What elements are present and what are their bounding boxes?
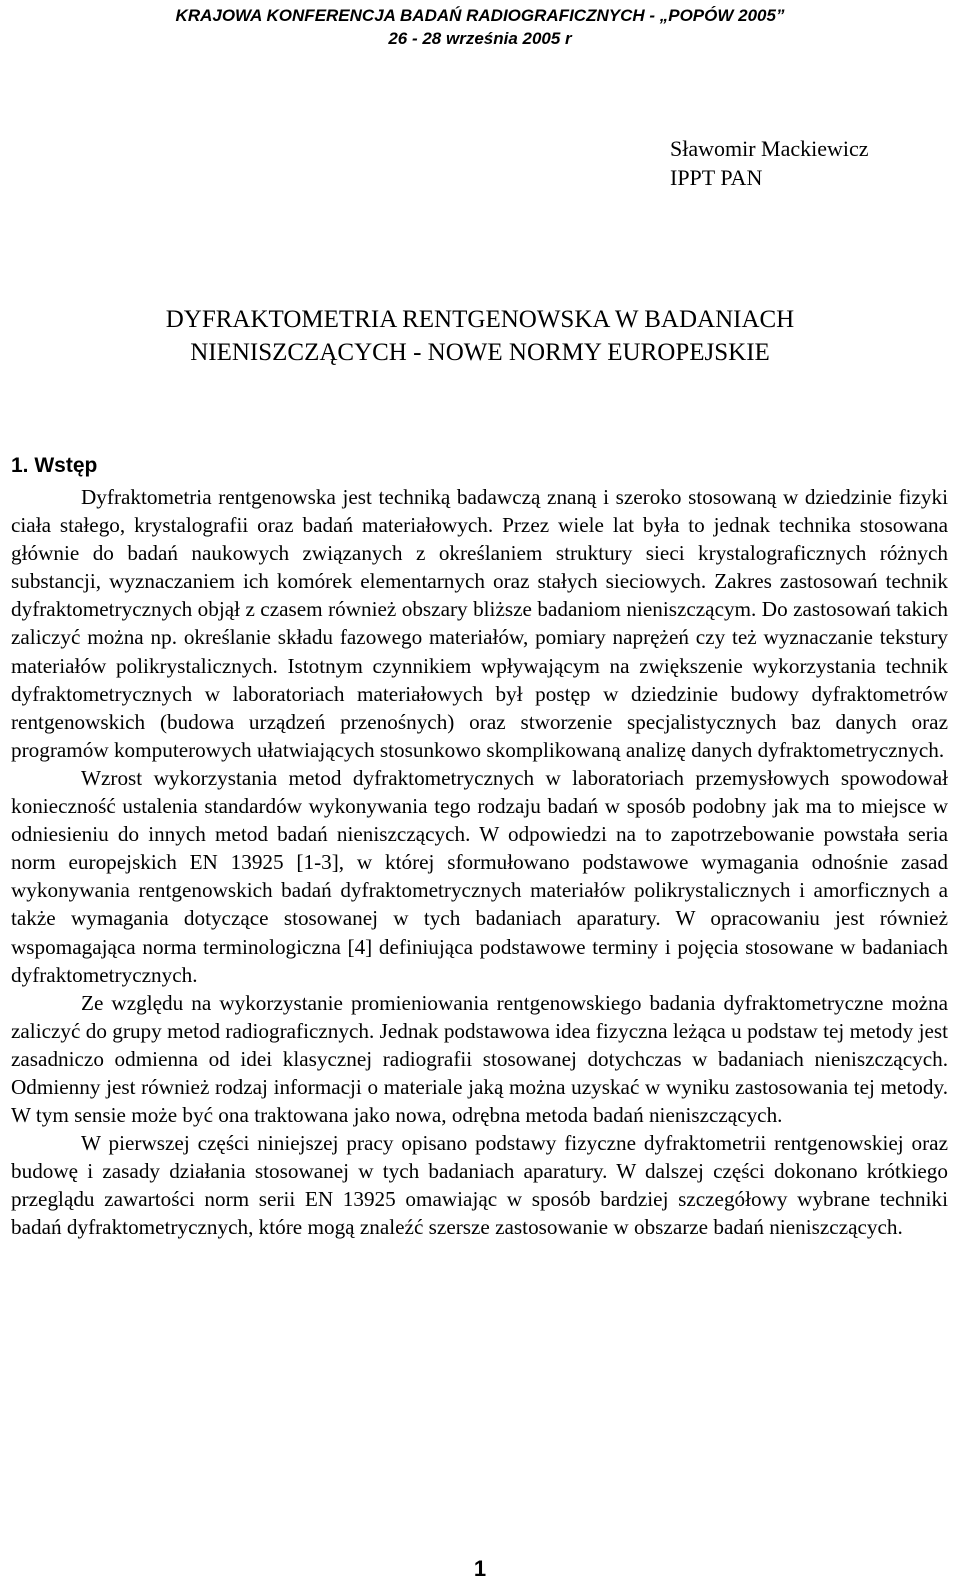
paper-title-line-2: NIENISZCZĄCYCH - NOWE NORMY EUROPEJSKIE (190, 339, 770, 366)
paper-title-line-1: DYFRAKTOMETRIA RENTGENOWSKA W BADANIACH (165, 306, 795, 333)
conference-dates: 26 - 28 września 2005 r (388, 29, 572, 48)
paper-title (0, 303, 960, 369)
section-heading: 1. Wstęp (11, 454, 98, 477)
body-text (11, 483, 948, 1242)
author-name: Sławomir Mackiewicz (670, 136, 869, 161)
conference-header (0, 4, 960, 50)
paragraph: Dyfraktometria rentgenowska jest techniką badawczą znaną i szeroko stosowaną w dziedzinie fizyki ciała stałego, krystalografii oraz badań materiałowych. Przez wiele lat była to jednak technika stosowana głównie do badań naukowych związanych z określaniem struktury sieci krystalograficznych różnych substancji, wyznaczaniem ich komórek elementarnych oraz stałych sieciowych. Zakres zastosowań technik dyfraktometrycznych objął z czasem również obszary bliższe badaniom nieniszczącym. Do zastosowań takich zaliczyć można np. określanie składu fazowego materiałów, pomiary naprężeń czy też wyznaczanie tekstury materiałów polikrystalicznych. Istotnym czynnikiem wpływającym na zwiększenie wykorzystania technik dyfraktometrycznych w laboratoriach materiałowych był postęp w dziedzinie budowy dyfraktometrów rentgenowskich (budowa urządzeń przenośnych) oraz stworzenie specjalistycznych baz danych oraz programów komputerowych ułatwiających stosunkowo skomplikowaną analizę danych dyfraktometrycznych. (11, 485, 948, 762)
paragraph: W pierwszej części niniejszej pracy opisano podstawy fizyczne dyfraktometrii rentgenowskiej oraz budowę i zasady działania stosowanej w tych badaniach aparatury. W dalszej części dokonano krótkiego przeglądu zawartości norm serii EN 13925 omawiając w sposób bardziej szczegółowy wybrane techniki badań dyfraktometrycznych, które mogą znaleźć szersze zastosowanie w obszarze badań nieniszczących. (11, 1131, 948, 1240)
conference-name: KRAJOWA KONFERENCJA BADAŃ RADIOGRAFICZNYCH - „POPÓW 2005” (175, 6, 785, 25)
author-affiliation: IPPT PAN (670, 165, 763, 190)
paragraph: Wzrost wykorzystania metod dyfraktometrycznych w laboratoriach przemysłowych spowodował konieczność ustalenia standardów wykonywania tego rodzaju badań w sposób podobny jak ma to miejsce w odniesieniu do innych metod badań nieniszczących. W odpowiedzi na to zapotrzebowanie powstała seria norm europejskich EN 13925 [1-3], w której sformułowano podstawowe wymagania odnośnie zasad wykonywania rentgenowskich badań dyfraktometrycznych materiałów polikrystalicznych i amorficznych a także wymagania dotyczące stosowanej w tych badaniach aparatury. W opracowaniu jest również wspomagająca norma terminologiczna [4] definiująca podstawowe terminy i pojęcia stosowane w badaniach dyfraktometrycznych. (11, 765, 948, 987)
author-block (670, 134, 869, 192)
page-number: 1 (473, 1556, 487, 1581)
paragraph: Ze względu na wykorzystanie promieniowania rentgenowskiego badania dyfraktometryczne można zaliczyć do grupy metod radiograficznych. Jednak podstawowa idea fizyczna leżąca u podstaw tej metody jest zasadniczo odmienna od idei klasycznej radiografii stosowanej dotychczas w badaniach nieniszczących. Odmienny jest również rodzaj informacji o materiale jaką można uzyskać w wyniku zastosowania tej metody. W tym sensie może być ona traktowana jako nowa, odrębna metoda badań nieniszczących. (11, 990, 948, 1128)
